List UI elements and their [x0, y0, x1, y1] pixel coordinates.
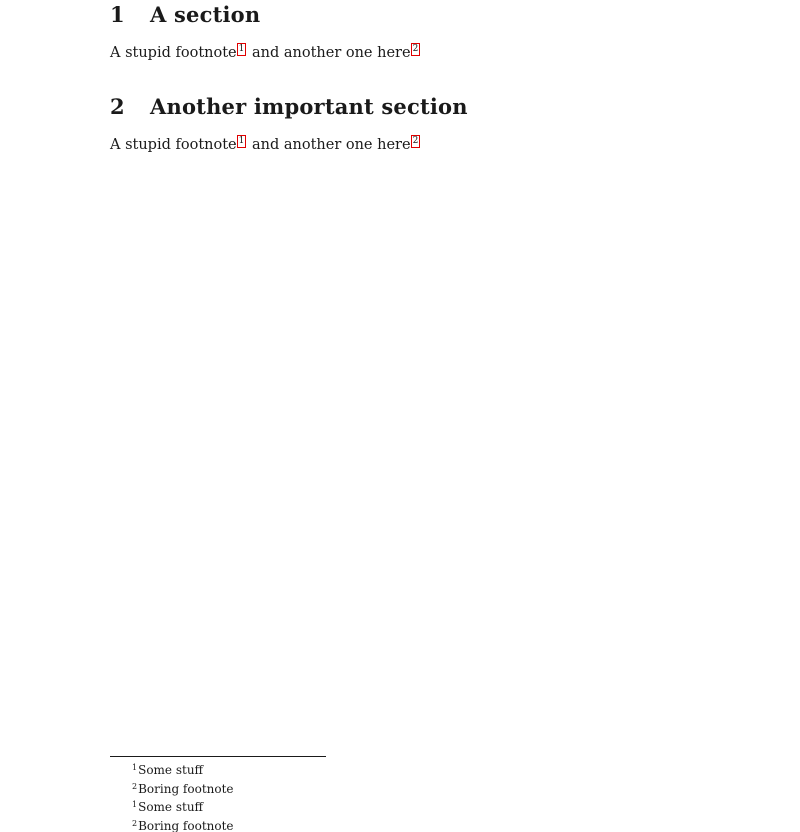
footnote-item [132, 816, 234, 832]
footnote-list [132, 760, 234, 832]
section-title: A section [150, 2, 261, 27]
paragraph-text: and another one here [247, 45, 411, 61]
footnote-mark: 1 [132, 800, 138, 809]
footnote-mark: 1 [132, 763, 138, 772]
paragraph-text: A stupid footnote [110, 45, 237, 61]
footnote-divider [110, 756, 326, 757]
footnote-item [132, 779, 234, 798]
footnote-mark: 2 [132, 818, 138, 828]
footnote-item [132, 797, 234, 816]
footnote-link-1[interactable]: 1 [238, 136, 245, 146]
paragraph-text: and another one here [247, 137, 411, 153]
footnote-item [132, 760, 234, 779]
footnote-link-2[interactable]: 2 [412, 44, 419, 54]
section-heading-1 [110, 1, 260, 29]
section-paragraph-2 [110, 135, 421, 155]
footnote-link-1[interactable]: 1 [238, 44, 245, 54]
section-number: 1 [110, 2, 125, 27]
footnote-link-2[interactable]: 2 [412, 136, 419, 146]
section-title: Another important section [150, 94, 468, 119]
paragraph-text: A stupid footnote [110, 137, 237, 153]
footnote-text: Boring footnote [138, 781, 234, 796]
section-heading-2 [110, 93, 468, 121]
footnote-text: Boring footnote [138, 818, 234, 832]
section-number: 2 [110, 94, 125, 119]
section-paragraph-1 [110, 43, 421, 63]
footnote-text: Some stuff [138, 763, 204, 777]
footnote-text: Some stuff [138, 800, 204, 814]
footnote-mark: 2 [132, 781, 138, 791]
